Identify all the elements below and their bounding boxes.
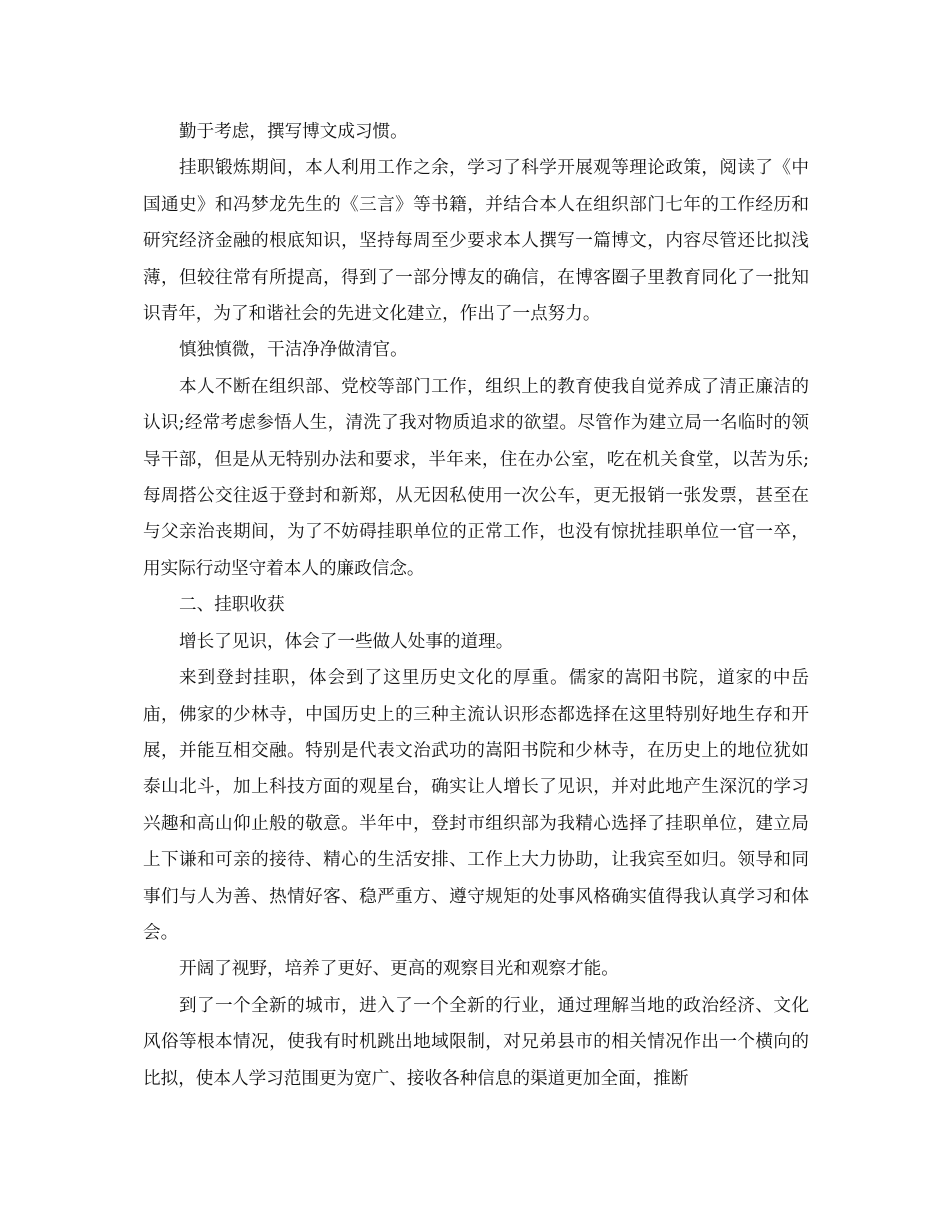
document-body — [143, 114, 809, 1097]
paragraph-new-city: 到了一个全新的城市，进入了一个全新的行业，通过理解当地的政治经济、文化风俗等根本情况，使我有时机跳出地域限制，对兄弟县市的相关情况作出一个横向的比拟，使本人学习范围更为宽广、接收各种信息的渠道更加全面，推断 — [143, 995, 809, 1089]
paragraph-integrity-heading: 慎独慎微，干洁净净做清官。 — [179, 340, 408, 361]
paragraph-vision-heading: 开阔了视野，培养了更好、更高的观察目光和观察才能。 — [179, 959, 619, 980]
paragraph-integrity: 本人不断在组织部、党校等部门工作，组织上的教育使我自觉养成了清正廉洁的认识;经常考虑参悟人生，清洗了我对物质追求的欲望。尽管作为建立局一名临时的领导干部，但是从无特别办法和要求，半年来，住在办公室，吃在机关食堂，以苦为乐;每周搭公交往返于登封和新郑，从无因私使用一次公车，更无报销一张发票，甚至在与父亲治丧期间，为了不妨碍挂职单位的正常工作，也没有惊扰挂职单位一官一卒，用实际行动坚守着本人的廉政信念。 — [143, 376, 809, 579]
paragraph-knowledge-heading: 增长了见识，体会了一些做人处事的道理。 — [179, 631, 514, 652]
paragraph-reflection-heading: 勤于考虑，撰写博文成习惯。 — [179, 122, 408, 142]
section-heading-gains: 二、挂职收获 — [179, 595, 285, 616]
paragraph-blogging: 挂职锻炼期间，本人利用工作之余，学习了科学开展观等理论政策，阅读了《中国通史》和冯梦龙先生的《三言》等书籍，并结合本人在组织部门七年的工作经历和研究经济金融的根底知识，坚持每周至少要求本人撰写一篇博文，内容尽管还比拟浅薄，但较往常有所提高，得到了一部分博友的确信，在博客圈子里教育同化了一批知识青年，为了和谐社会的先进文化建立，作出了一点努力。 — [143, 158, 809, 325]
paragraph-dengfeng-culture: 来到登封挂职，体会到了这里历史文化的厚重。儒家的嵩阳书院，道家的中岳庙，佛家的少林寺，中国历史上的三种主流认识形态都选择在这里特别好地生存和开展，并能互相交融。特别是代表文治武功的嵩阳书院和少林寺，在历史上的地位犹如泰山北斗，加上科技方面的观星台，确实让人增长了见识，并对此地产生深沉的学习兴趣和高山仰止般的敬意。半年中，登封市组织部为我精心选择了挂职单位，建立局上下谦和可亲的接待、精心的生活安排、工作上大力协助，让我宾至如归。领导和同事们与人为善、热情好客、稳严重方、遵守规矩的处事风格确实值得我认真学习和体会。 — [143, 668, 809, 943]
